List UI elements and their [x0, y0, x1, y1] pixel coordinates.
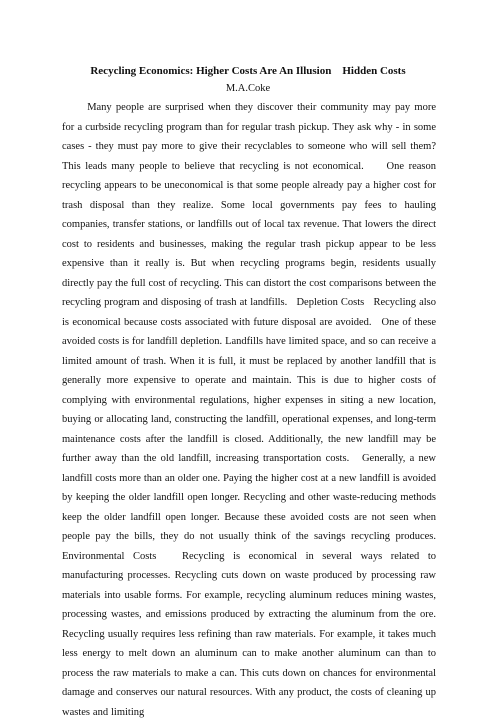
document-body-paragraph: Many people are surprised when they discover their community may pay more for a curbside recycling program than for regular trash pickup. They ask why - in some cases - they must pay more to give their recyclables to someone who will sell them? This leads many people to believe that recycling is not economical. One reason recycling appears to be uneconomical is that some people already pay a higher cost for trash disposal than they realize. Some local governments pay fees to hauling companies, transfer stations, or landfills out of local tax revenue. That lowers the direct cost to residents and businesses, making the regular trash pickup appear to be less expensive than it really is. But when recycling programs begin, residents usually directly pay the full cost of recycling. This can distort the cost comparisons between the recycling program and disposing of trash at landfills. Depletion Costs Recycling also is economical because costs associated with future disposal are avoided. One of these avoided costs is for landfill depletion. Landfills have limited space, and so can receive a limited amount of trash. When it is full, it must be replaced by another landfill that is generally more expensive to operate and maintain. This is due to higher costs of complying with environmental regulations, higher expenses in siting a new location, buying or allocating land, constructing the landfill, operational expenses, and long-term maintenance costs after the landfill is closed. Additionally, the new landfill may be further away than the old landfill, increasing transportation costs. Generally, a new landfill costs more than an older one. Paying the higher cost at a new landfill is avoided by keeping the older landfill open longer. Recycling and other waste-reducing methods keep the older landfill open longer. Because these avoided costs are not seen when people pay the bills, they do not usually think of the savings recycling produces. Environmental Costs Recycling is economical in several ways related to manufacturing processes. Recycling cuts down on waste produced by processing raw materials into usable forms. For example, recycling aluminum reduces mining wastes, processing wastes, and emissions produced by extracting the aluminum from the ore. Recycling usually requires less refining than raw materials. For example, it takes much less energy to melt down an aluminum can to make another aluminum can than to process the raw materials to make a can. This cuts down on chances for environmental damage and conserves our natural resources. With any product, the costs of cleaning up wastes and limiting — [62, 102, 454, 718]
document-title: Recycling Economics: Higher Costs Are An Illusion Hidden Costs — [90, 65, 406, 77]
document-author: M.A.Coke — [225, 83, 271, 94]
